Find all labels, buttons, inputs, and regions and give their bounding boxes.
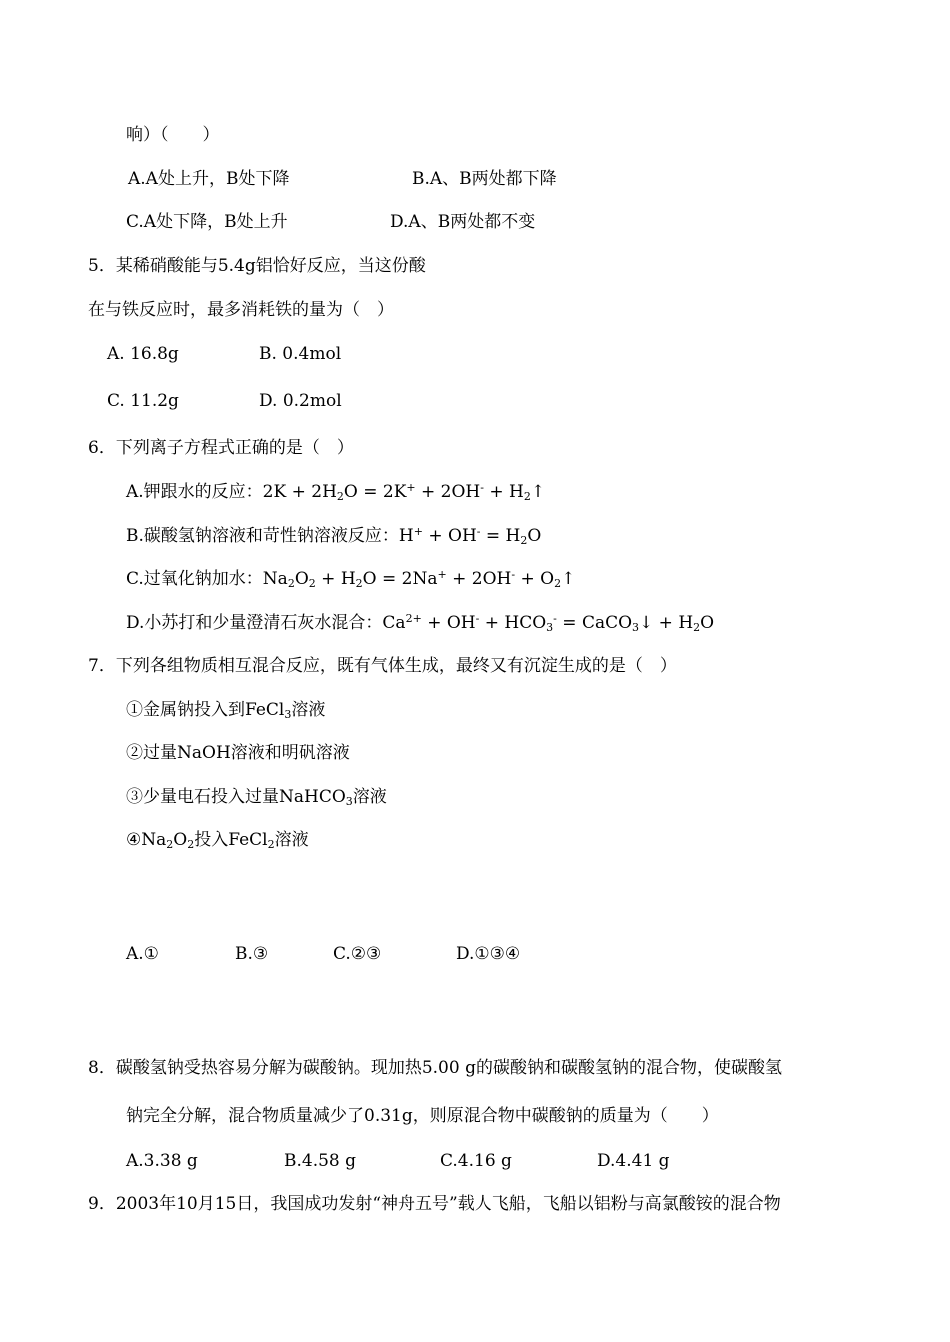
q8-option-d: D.4.41 g xyxy=(597,1151,670,1171)
q8-stem-line2: 钠完全分解，混合物质量减少了0.31g，则原混合物中碳酸钠的质量为（ ） xyxy=(126,1106,719,1126)
q6-option-d: D.小苏打和少量澄清石灰水混合：$Ca^{2+} + OH^- + HCO_3^-$ = CaCO$_3$↓ + $H_2O$ xyxy=(126,612,715,634)
q5-stem-line2: 在与铁反应时，最多消耗铁的量为（ ） xyxy=(88,300,394,320)
q4-option-b: B.A、B两处都下降 xyxy=(412,169,557,189)
q7-item-4: $④Na_2O_2$投入FeCl$_2$溶液 xyxy=(126,830,309,851)
q8-option-c: C.4.16 g xyxy=(440,1151,512,1171)
q7-option-c: C.②③ xyxy=(333,944,382,964)
q8-stem-line1: 8．碳酸氢钠受热容易分解为碳酸钠。现加热5.00 g的碳酸钠和碳酸氢钠的混合物，使碳酸氢 xyxy=(88,1058,782,1078)
q7-option-b: B.③ xyxy=(235,944,269,964)
q6-option-b: B.碳酸氢钠溶液和苛性钠溶液反应：$H^+ + OH^- = H_2O$ xyxy=(126,525,542,547)
q7-stem: 7．下列各组物质相互混合反应，既有气体生成，最终又有沉淀生成的是（ ） xyxy=(88,656,677,676)
q7-item-1: ①金属钠投入到FeCl$_3$溶液 xyxy=(126,700,326,721)
q6-option-a: A.钾跟水的反应：$2K + 2H_2O = 2K^+ + 2OH^-$ + $H_2↑$ xyxy=(126,481,546,503)
q5-option-d: D. 0.2mol xyxy=(259,391,342,411)
q4-option-a: A.A处上升，B处下降 xyxy=(128,169,290,189)
q5-option-c: C. 11.2g xyxy=(107,391,179,411)
q4-option-d: D.A、B两处都不变 xyxy=(390,212,536,232)
q9-stem-line1: 9．2003年10月15日，我国成功发射“神舟五号”载人飞船，飞船以铝粉与高氯酸铵的混合物 xyxy=(88,1194,781,1214)
q4-option-c: C.A处下降，B处上升 xyxy=(126,212,288,232)
q6-stem: 6．下列离子方程式正确的是（ ） xyxy=(88,438,354,458)
q5-option-a: A. 16.8g xyxy=(107,344,179,364)
q6-option-c: C.过氧化钠加水：$Na_2O_2 + H_2O = 2Na^+ + 2OH^-$ + $O_2↑$ xyxy=(126,568,576,590)
q5-option-b: B. 0.4mol xyxy=(259,344,342,364)
q8-option-a: A.3.38 g xyxy=(126,1151,198,1171)
q4-stem-tail: 响）（ ） xyxy=(126,125,220,145)
q7-item-2: ②过量NaOH溶液和明矾溶液 xyxy=(126,743,350,763)
q7-item-3: ③少量电石投入过量NaHCO$_3$溶液 xyxy=(126,787,387,808)
q7-option-d: D.①③④ xyxy=(456,944,521,964)
q5-stem-line1: 5．某稀硝酸能与5.4g铝恰好反应，当这份酸 xyxy=(88,256,426,276)
q7-option-a: A.① xyxy=(126,944,159,964)
q8-option-b: B.4.58 g xyxy=(284,1151,357,1171)
